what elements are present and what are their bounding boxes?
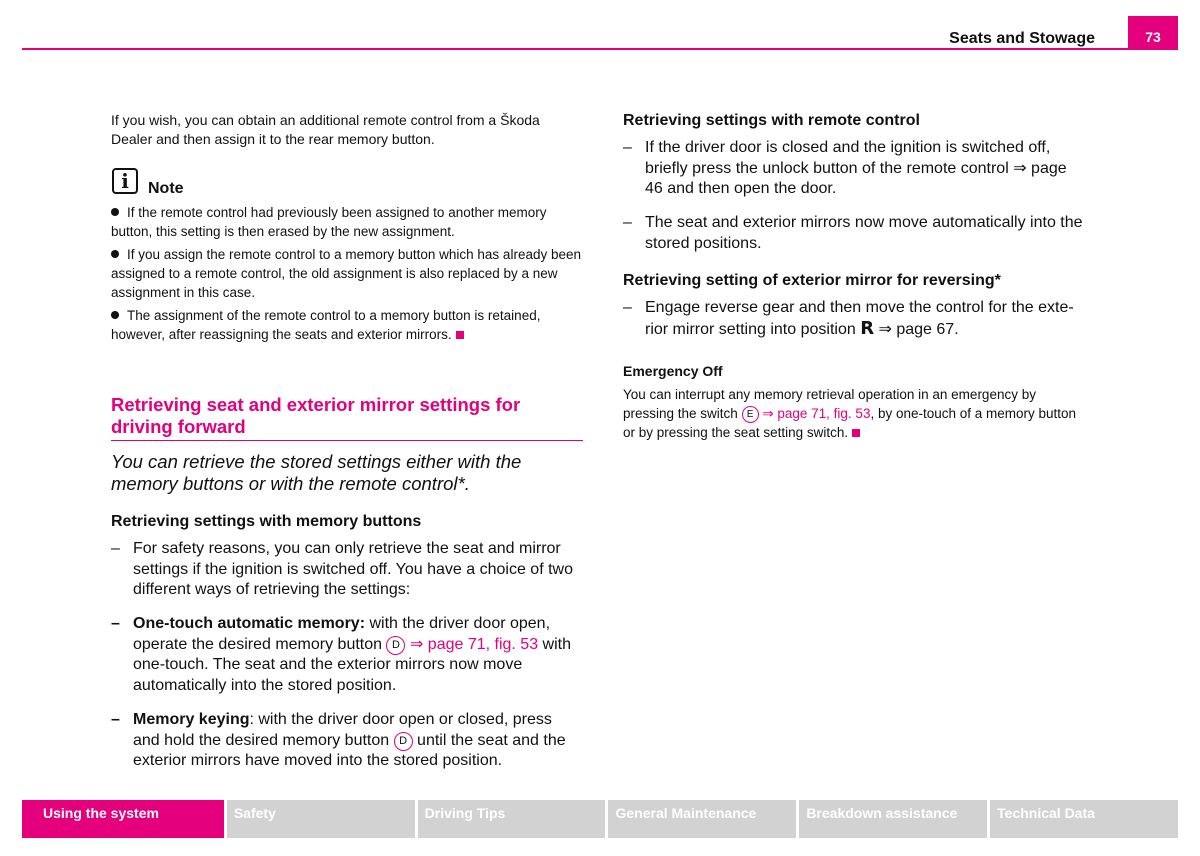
dash-marker: – [111, 615, 120, 632]
bullet-icon [111, 208, 119, 216]
list-item: – Engage reverse gear and then move the control for the exte-rior mirror setting into position R ⇒ page 67. [623, 299, 1074, 339]
subheading-remote-control: Retrieving settings with remote control [623, 112, 920, 129]
bullet-icon [111, 311, 119, 319]
note-item: If you assign the remote control to a memory button which has already been assigned to a remote control, the old assignment is also replaced by a new assignment in this case. [111, 247, 581, 300]
list-item: – Memory keying: with the driver door open or closed, press and hold the desired memory button D until the seat and the exterior mirrors have moved into the stored position. [111, 711, 566, 769]
term: One-touch automatic memory: [133, 615, 366, 632]
tab-general-maintenance[interactable]: General Maintenance [608, 800, 796, 838]
end-of-section-icon [852, 429, 860, 437]
end-of-section-icon [456, 331, 464, 339]
subheading-reversing: Retrieving setting of exterior mirror for reversing* [623, 272, 1001, 289]
bullet-icon [111, 250, 119, 258]
section-rule [111, 440, 583, 441]
tab-driving-tips[interactable]: Driving Tips [418, 800, 606, 838]
reverse-gear-r-icon: R [860, 317, 875, 339]
dash-marker: – [623, 214, 632, 231]
note-item: The assignment of the remote control to a memory button is retained, however, after reassigning the seats and exterior mirrors. [111, 308, 541, 342]
info-icon: i [112, 168, 138, 194]
page-reference-link[interactable]: ⇒ page 71, fig. 53 [409, 635, 539, 653]
switch-e-icon: E [742, 406, 759, 423]
dash-marker: – [111, 711, 120, 728]
list-item: – One-touch automatic memory: with the driver door open, operate the desired memory button D ⇒ page 71, fig. 53 with one-touch. The seat and the exterior mirrors now move automatically into the stored position. [111, 615, 572, 694]
note-item: If the remote control had previously been assigned to another memory button, this setting is then erased by the new assignment. [111, 205, 547, 239]
note-title: Note [148, 180, 184, 197]
list-item: – If the driver door is closed and the ignition is switched off, briefly press the unlock button of the remote control ⇒ page 46 and then open the door. [623, 139, 1067, 197]
emergency-off-title: Emergency Off [623, 363, 723, 379]
dash-marker: – [623, 299, 632, 316]
list-item: – For safety reasons, you can only retrieve the seat and mirror settings if the ignition is switched off. You have a choice of two different ways of retrieving the settings: [111, 540, 573, 598]
page-reference-link[interactable]: ⇒ page 71, fig. 53 [758, 406, 871, 421]
chapter-title: Seats and Stowage [949, 30, 1095, 47]
tab-using-the-system[interactable]: Using the system [22, 800, 224, 838]
tab-safety[interactable]: Safety [227, 800, 415, 838]
header-rule [22, 48, 1178, 50]
tab-technical-data[interactable]: Technical Data [990, 800, 1178, 838]
section-title: Retrieving seat and exterior mirror settings for driving forward [111, 394, 521, 437]
emergency-off-text: You can interrupt any memory retrieval operation in an emergency by pressing the switch E ⇒ page 71, fig. 53, by one-touch of a memory button or by pressing the seat setting switch. [623, 387, 1077, 440]
dash-marker: – [623, 139, 632, 156]
list-item: – The seat and exterior mirrors now move automatically into the stored positions. [623, 214, 1083, 252]
page-number: 73 [1128, 16, 1178, 50]
term: Memory keying [133, 711, 250, 728]
intro-paragraph: If you wish, you can obtain an additional remote control from a Škoda Dealer and then assign it to the rear memory button. [111, 112, 540, 147]
dash-marker: – [111, 540, 120, 557]
memory-button-d-icon: D [386, 636, 405, 655]
tab-breakdown-assistance[interactable]: Breakdown assistance [799, 800, 987, 838]
footer-tab-bar [22, 800, 1178, 838]
memory-button-d-icon: D [394, 732, 413, 751]
section-intro: You can retrieve the stored settings either with the memory buttons or with the remote control*. [111, 451, 522, 494]
subheading-memory-buttons: Retrieving settings with memory buttons [111, 513, 422, 530]
